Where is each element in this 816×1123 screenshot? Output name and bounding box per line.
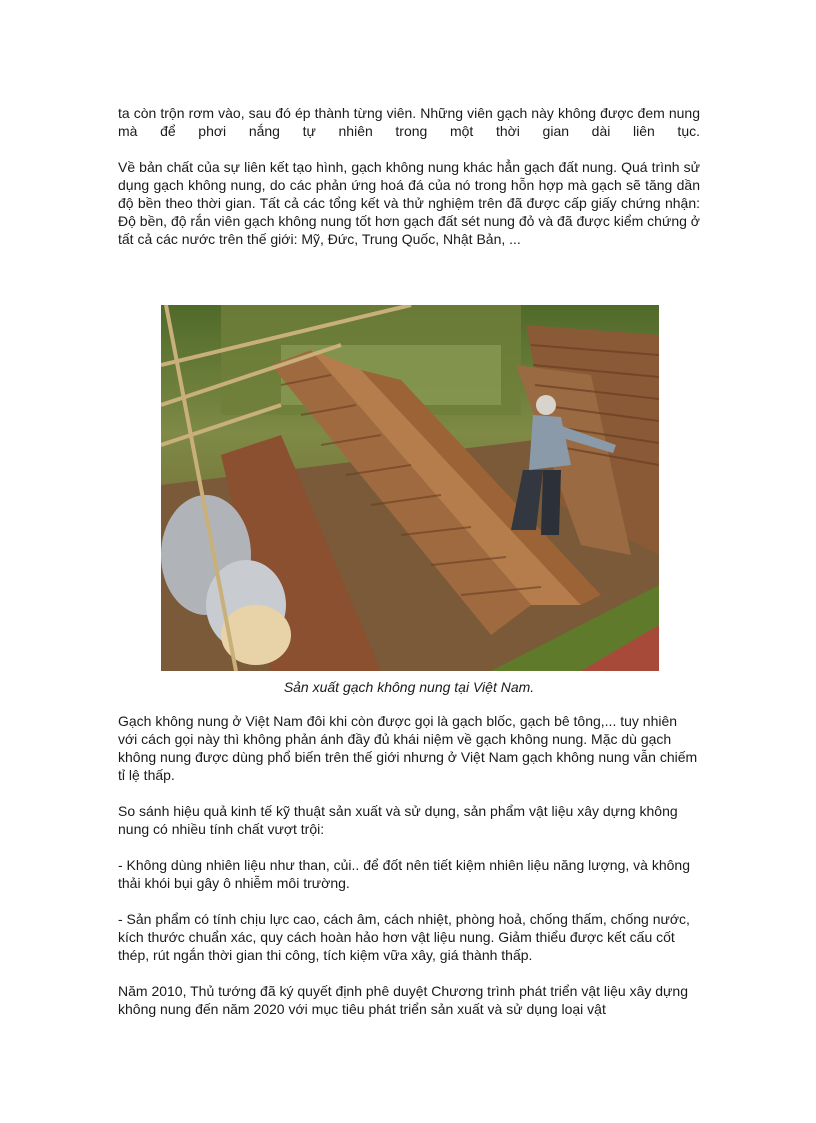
brick-production-photo [161,305,659,671]
paragraph-5: - Không dùng nhiên liệu như than, củi.. để đốt nên tiết kiệm nhiên liệu năng lượng, và không thải khói bụi gây ô nhiễm môi trường. [118,857,690,891]
paragraph-7: Năm 2010, Thủ tướng đã ký quyết định phê duyệt Chương trình phát triển vật liệu xây dựng không nung đến năm 2020 với mục tiêu phát triển sản xuất và sử dụng loại vật [118,983,689,1017]
paragraph-3: Gạch không nung ở Việt Nam đôi khi còn được gọi là gạch blốc, gạch bê tông,... tuy nhiên với cách gọi này thì không phản ánh đầy đủ khái niệm về gạch không nung. Mặc dù gạch không nung được dùng phổ biến trên thế giới nhưng ở Việt Nam gạch không nung vẫn chiếm tỉ lệ thấp. [118,713,698,783]
paragraph-4: So sánh hiệu quả kinh tế kỹ thuật sản xuất và sử dụng, sản phẩm vật liệu xây dựng không nung có nhiều tính chất vượt trội: [118,803,678,837]
paragraph-2: Về bản chất của sự liên kết tạo hình, gạch không nung khác hẳn gạch đất nung. Quá trình sử dụng gạch không nung, do các phản ứng hoá đá của nó trong hỗn hợp mà gạch sẽ tăng dần độ bền theo thời gian. Tất cả các tổng kết và thử nghiệm trên đã được cấp giấy chứng nhận: Độ bền, độ rắn viên gạch không nung tốt hơn gạch đất sét nung đỏ và đã được kiểm chứng ở tất cả các nước trên thế giới: Mỹ, Đức, Trung Quốc, Nhật Bản, ... [118,159,700,247]
paragraph-6: - Sản phẩm có tính chịu lực cao, cách âm, cách nhiệt, phòng hoả, chống thấm, chống nước, kích thước chuẩn xác, quy cách hoàn hảo hơn vật liệu nung. Giảm thiểu được kết cấu cốt thép, rút ngắn thời gian thi công, tích kiệm vữa xây, giá thành thấp. [118,911,690,963]
paragraph-1: ta còn trộn rơm vào, sau đó ép thành từng viên. Những viên gạch này không được đem nung mà để phơi nắng tự nhiên trong một thời gian dài liên tục. [118,105,700,139]
figure-caption: Sản xuất gạch không nung tại Việt Nam. [283,679,535,695]
photo-illustration [161,305,659,671]
